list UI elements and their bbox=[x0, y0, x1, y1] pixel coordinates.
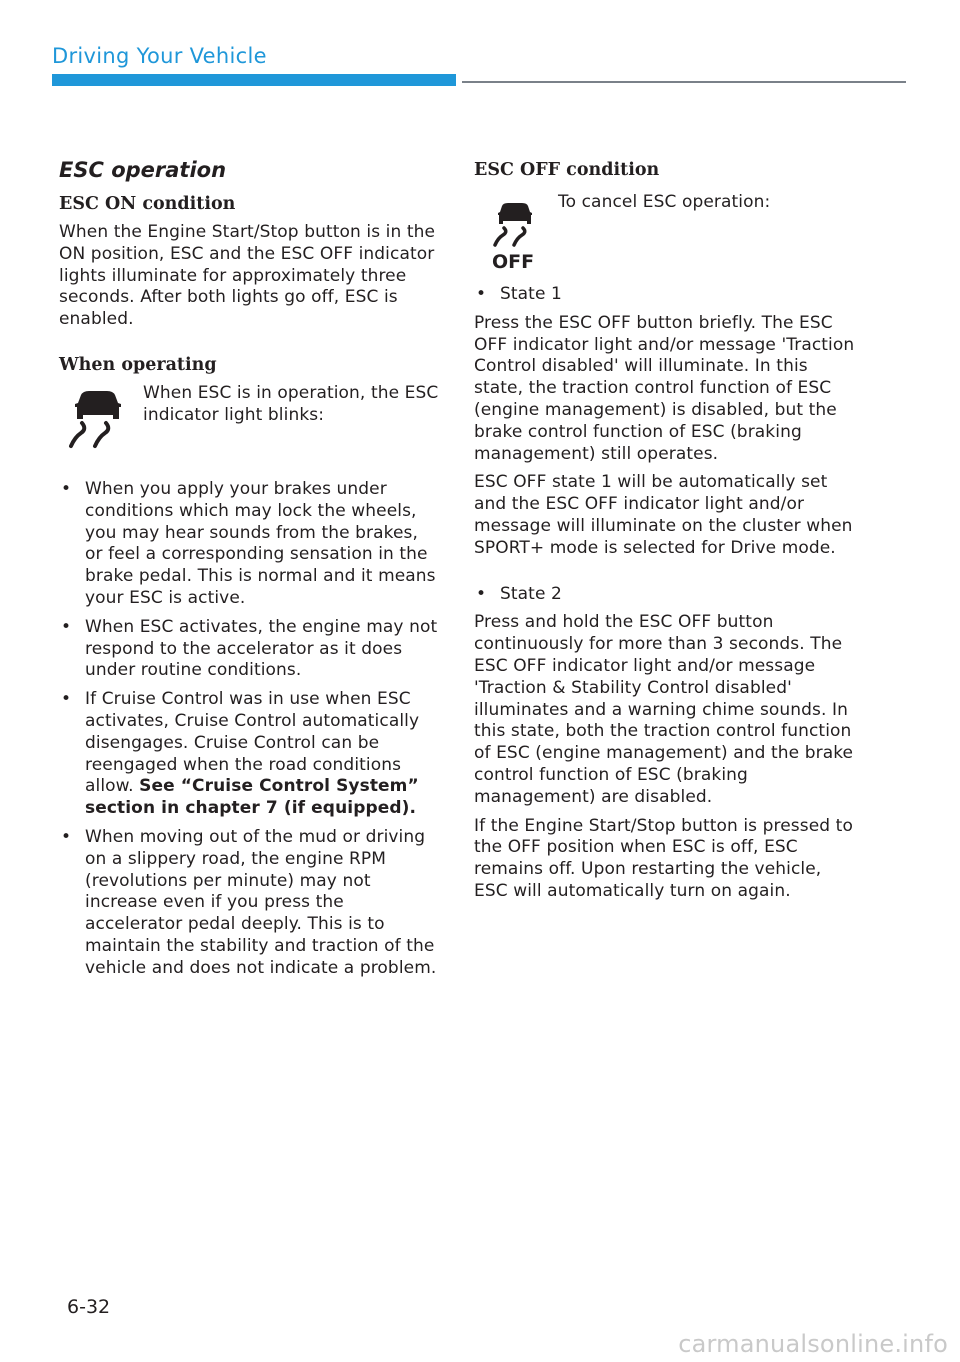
state2-bullet bbox=[474, 584, 856, 606]
list-item: • If Cruise Control was in use when ESC activates, Cruise Control automatically disengages. Cruise Control can be reengaged when the road conditions allow. See “Cruise Control System” section in chapter 7 (if equipped). bbox=[61, 689, 420, 819]
esc-off-heading: ESC OFF condition bbox=[474, 160, 660, 180]
when-operating-heading: When operating bbox=[59, 354, 217, 375]
left-column bbox=[59, 158, 439, 987]
page-number: 6-32 bbox=[67, 1296, 111, 1318]
restart-text: If the Engine Start/Stop button is pressed to the OFF position when ESC is off, ESC remains off. Upon restarting the vehicle, ESC will automatically turn on again. bbox=[474, 815, 853, 901]
when-operating-text: When ESC is in operation, the ESC indicator light blinks: bbox=[143, 382, 439, 425]
right-column bbox=[474, 160, 856, 903]
state1-text: Press the ESC OFF button briefly. The ESC OFF indicator light and/or message 'Traction Control disabled' will illuminate. In this state, the traction control function of ESC (engine management) is disabled, but the brake control function of ESC (braking management) still operates. bbox=[474, 312, 855, 464]
header-accent-bar bbox=[52, 74, 456, 86]
esc-on-heading: ESC ON condition bbox=[59, 194, 236, 214]
list-item: • State 1 bbox=[476, 284, 562, 304]
esc-indicator-row bbox=[59, 383, 439, 461]
chapter-title: Driving Your Vehicle bbox=[52, 44, 267, 68]
esc-off-icon bbox=[490, 200, 550, 270]
state1-bullet bbox=[474, 284, 856, 306]
list-item: • When ESC activates, the engine may not respond to the accelerator as it does under routine conditions. bbox=[61, 616, 438, 681]
list-item: • State 2 bbox=[476, 583, 562, 604]
operating-bullets bbox=[59, 479, 439, 980]
section-title: ESC operation bbox=[59, 158, 227, 182]
esc-on-text: When the Engine Start/Stop button is in the ON position, ESC and the ESC OFF indicator lights illuminate for approximately three seconds. After both lights go off, ESC is enabled. bbox=[59, 222, 436, 330]
esc-skid-car-icon bbox=[67, 389, 137, 451]
state1-note: ESC OFF state 1 will be automatically set and the ESC OFF indicator light and/or message will illuminate on the cluster when SPORT+ mode is selected for Drive mode. bbox=[474, 472, 853, 558]
esc-off-icon-text: To cancel ESC operation: bbox=[558, 192, 771, 212]
header-rule bbox=[462, 81, 906, 83]
watermark: carmanualsonline.info bbox=[678, 1330, 948, 1358]
cross-reference: See “Cruise Control System” section in chapter 7 (if equipped). bbox=[85, 776, 419, 819]
esc-off-indicator-row bbox=[474, 192, 856, 270]
state2-text: Press and hold the ESC OFF button continuously for more than 3 seconds. The ESC OFF indicator light and/or message 'Traction & Stability Control disabled' illuminates and a warning chime sounds. In this state, both the traction control function of ESC (engine management) and the brake control function of ESC (braking management) are disabled. bbox=[474, 612, 854, 807]
list-item: • When moving out of the mud or driving on a slippery road, the engine RPM (revolutions per minute) may not increase even if you press the accelerator pedal deeply. This is to maintain the stability and traction of the vehicle and does not indicate a problem. bbox=[61, 826, 437, 978]
list-item: • When you apply your brakes under conditions which may lock the wheels, you may hear sounds from the brakes, or feel a corresponding sensation in the brake pedal. This is normal and it means your ESC is active. bbox=[61, 478, 436, 608]
svg-text:OFF: OFF bbox=[492, 251, 535, 270]
